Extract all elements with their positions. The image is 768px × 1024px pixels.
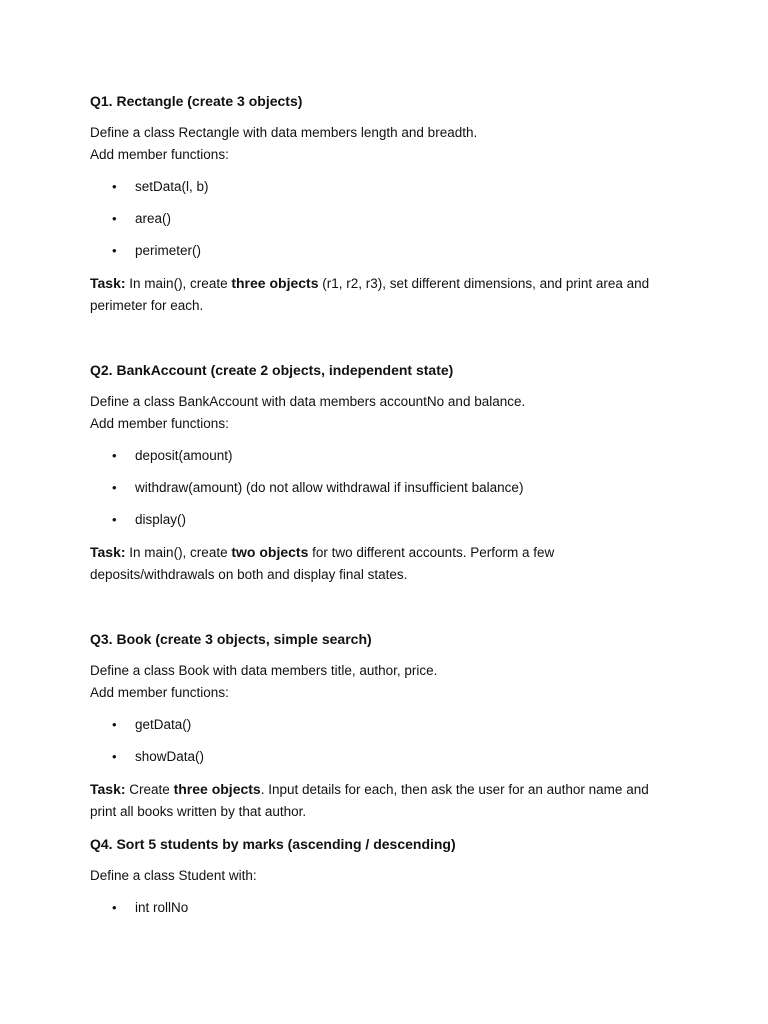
member-function-list xyxy=(90,176,670,262)
task-label: Task: xyxy=(90,544,126,560)
bullet-icon: • xyxy=(112,717,117,732)
list-item xyxy=(90,746,670,768)
list-item xyxy=(90,714,670,736)
function-name: perimeter() xyxy=(135,243,202,258)
question-title: Q1. Rectangle (create 3 objects) xyxy=(90,93,303,109)
question-4 xyxy=(90,833,670,919)
task-emphasis: three objects xyxy=(173,781,261,797)
function-name: display() xyxy=(135,512,187,527)
function-name: area() xyxy=(135,211,172,226)
member-function-list xyxy=(90,445,670,531)
question-2 xyxy=(90,359,670,586)
bullet-icon: • xyxy=(112,900,117,915)
class-definition: Define a class Book with data members title, author, price. xyxy=(90,663,438,678)
question-title: Q4. Sort 5 students by marks (ascending / descending) xyxy=(90,836,456,852)
member-function-list xyxy=(90,714,670,768)
task-text-post: for two different accounts. Perform a few deposits/withdrawals on both and display final states. xyxy=(90,545,555,582)
question-3 xyxy=(90,628,670,823)
task-paragraph xyxy=(90,778,670,823)
member-list xyxy=(90,897,670,919)
question-title: Q2. BankAccount (create 2 objects, independent state) xyxy=(90,362,454,378)
add-member-functions-label: Add member functions: xyxy=(90,685,229,700)
list-item xyxy=(90,445,670,467)
task-text-pre: In main(), create xyxy=(125,276,232,291)
bullet-icon: • xyxy=(112,179,117,194)
bullet-icon: • xyxy=(112,749,117,764)
function-name: showData() xyxy=(135,749,205,764)
list-item xyxy=(90,176,670,198)
bullet-icon: • xyxy=(112,480,117,495)
member-name: int rollNo xyxy=(135,900,189,915)
function-name: getData() xyxy=(135,717,192,732)
question-1 xyxy=(90,90,670,317)
bullet-icon: • xyxy=(112,512,117,527)
task-text-pre: Create xyxy=(125,782,174,797)
function-name: withdraw(amount) (do not allow withdrawal if insufficient balance) xyxy=(135,480,524,495)
document-page xyxy=(90,90,670,919)
task-paragraph xyxy=(90,272,670,317)
task-paragraph xyxy=(90,541,670,586)
task-label: Task: xyxy=(90,275,126,291)
task-text-pre: In main(), create xyxy=(125,545,232,560)
function-name: setData(l, b) xyxy=(135,179,209,194)
bullet-icon: • xyxy=(112,211,117,226)
class-definition: Define a class Student with: xyxy=(90,868,257,883)
class-definition: Define a class Rectangle with data members length and breadth. xyxy=(90,125,478,140)
add-member-functions-label: Add member functions: xyxy=(90,147,229,162)
list-item xyxy=(90,509,670,531)
bullet-icon: • xyxy=(112,448,117,463)
task-text-post: (r1, r2, r3), set different dimensions, and print area and perimeter for each. xyxy=(90,276,650,313)
question-title: Q3. Book (create 3 objects, simple search) xyxy=(90,631,372,647)
function-name: deposit(amount) xyxy=(135,448,233,463)
bullet-icon: • xyxy=(112,243,117,258)
list-item xyxy=(90,240,670,262)
add-member-functions-label: Add member functions: xyxy=(90,416,229,431)
class-definition: Define a class BankAccount with data members accountNo and balance. xyxy=(90,394,526,409)
task-emphasis: two objects xyxy=(231,544,309,560)
task-emphasis: three objects xyxy=(231,275,319,291)
task-text-post: . Input details for each, then ask the user for an author name and print all books written by that author. xyxy=(90,782,649,819)
list-item xyxy=(90,477,670,499)
task-label: Task: xyxy=(90,781,126,797)
list-item xyxy=(90,208,670,230)
list-item xyxy=(90,897,670,919)
